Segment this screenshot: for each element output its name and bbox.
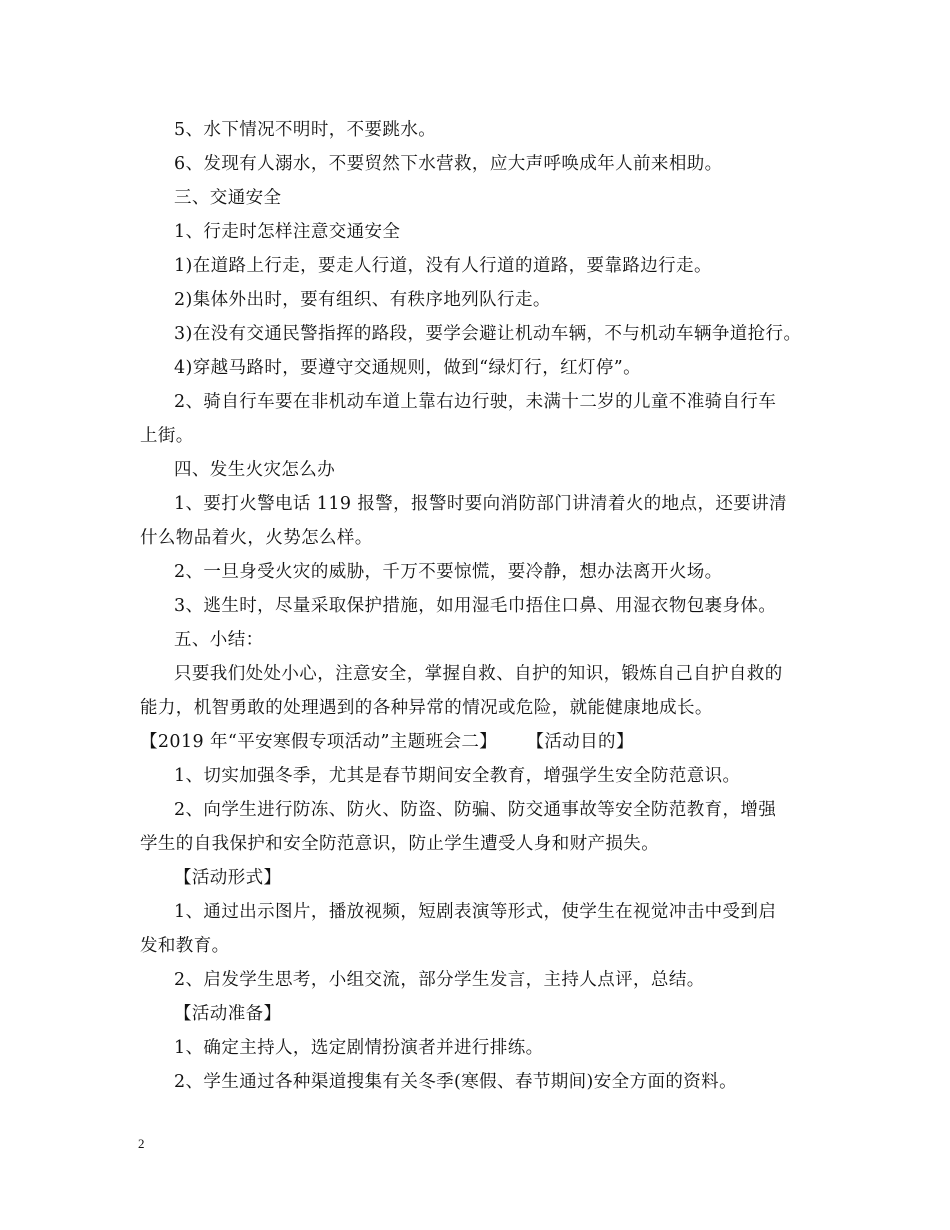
paragraph-line: 2、一旦身受火灾的威胁，千万不要惊慌，要冷静，想办法离开火场。 xyxy=(174,562,723,582)
paragraph-line: 2、启发学生思考，小组交流，部分学生发言，主持人点评，总结。 xyxy=(174,970,705,990)
subtitle: 【2019 年“平安寒假专项活动”主题班会二】 xyxy=(140,732,498,752)
paragraph-line: 2、向学生进行防冻、防火、防盗、防骗、防交通事故等安全防范教育，增强 xyxy=(174,800,777,820)
paragraph-line: 只要我们处处小心，注意安全，掌握自救、自护的知识，锻炼自己自护自救的 xyxy=(174,664,783,684)
paragraph-line: 1、切实加强冬季，尤其是春节期间安全教育，增强学生安全防范意识。 xyxy=(174,766,741,786)
section-heading: 四、发生火灾怎么办 xyxy=(174,460,336,480)
section-heading: 【活动准备】 xyxy=(174,1004,282,1024)
paragraph-line: 5、水下情况不明时，不要跳水。 xyxy=(174,120,437,140)
section-heading: 五、小结： xyxy=(174,630,264,650)
paragraph-line: 4)穿越马路时，要遵守交通规则，做到“绿灯行，红灯停”。 xyxy=(174,358,642,378)
section-heading: 【活动形式】 xyxy=(174,868,282,888)
section-heading: 【活动目的】 xyxy=(535,732,634,752)
paragraph-line: 1)在道路上行走，要走人行道，没有人行道的道路，要靠路边行走。 xyxy=(174,256,712,276)
paragraph-line: 2)集体外出时，要有组织、有秩序地列队行走。 xyxy=(174,290,551,310)
paragraph-line: 能力，机智勇敢的处理遇到的各种异常的情况或危险，就能健康地成长。 xyxy=(140,698,713,718)
paragraph-line: 1、行走时怎样注意交通安全 xyxy=(174,222,401,242)
subtitle-line xyxy=(140,730,634,754)
paragraph-line: 1、通过出示图片，播放视频，短剧表演等形式，使学生在视觉冲击中受到启 xyxy=(174,902,777,922)
paragraph-line: 学生的自我保护和安全防范意识，防止学生遭受人身和财产损失。 xyxy=(140,834,660,854)
paragraph-line: 2、学生通过各种渠道搜集有关冬季(寒假、春节期间)安全方面的资料。 xyxy=(174,1072,737,1092)
paragraph-line: 发和教育。 xyxy=(140,936,230,956)
paragraph-line: 1、要打火警电话 119 报警，报警时要向消防部门讲清着火的地点，还要讲清 xyxy=(174,494,787,514)
paragraph-line: 上街。 xyxy=(140,426,194,446)
paragraph-line: 1、确定主持人，选定剧情扮演者并进行排练。 xyxy=(174,1038,544,1058)
paragraph-line: 2、骑自行车要在非机动车道上靠右边行驶，未满十二岁的儿童不准骑自行车 xyxy=(174,392,777,412)
paragraph-line: 什么物品着火，火势怎么样。 xyxy=(140,528,373,548)
page-number: 2 xyxy=(138,1136,145,1151)
paragraph-line: 3、逃生时，尽量采取保护措施，如用湿毛巾捂住口鼻、用湿衣物包裹身体。 xyxy=(174,596,777,616)
paragraph-line: 6、发现有人溺水，不要贸然下水营救，应大声呼唤成年人前来相助。 xyxy=(174,154,723,174)
paragraph-line: 3)在没有交通民警指挥的路段，要学会避让机动车辆，不与机动车辆争道抢行。 xyxy=(174,324,802,344)
section-heading: 三、交通安全 xyxy=(174,188,282,208)
